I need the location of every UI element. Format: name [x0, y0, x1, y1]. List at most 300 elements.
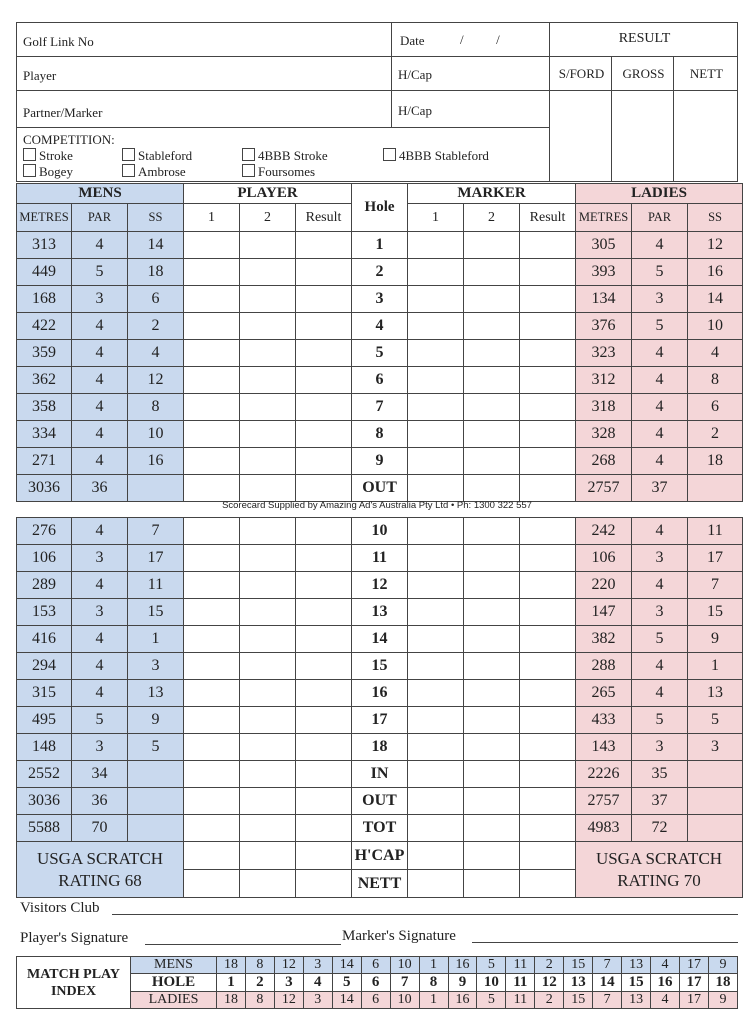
marker-score-2[interactable]: [464, 707, 520, 734]
marker-score-2[interactable]: [464, 734, 520, 761]
player-result[interactable]: [296, 232, 352, 259]
ladies-ss: 6: [688, 394, 743, 421]
hcap-row: [17, 842, 743, 870]
player-result-header: Result: [296, 204, 352, 232]
player-result[interactable]: [296, 626, 352, 653]
ladies-par-header: PAR: [632, 204, 688, 232]
ladies-par: 37: [632, 788, 688, 815]
marker-result[interactable]: [520, 707, 576, 734]
mpi-mens-row: [17, 957, 738, 974]
mpi-ladies-value: 17: [680, 992, 709, 1009]
mens-par-header: PAR: [72, 204, 128, 232]
player-score-2[interactable]: [240, 259, 296, 286]
marker-hcap-cell[interactable]: [464, 842, 520, 870]
table-row: [17, 815, 743, 842]
player-score-1[interactable]: [184, 545, 240, 572]
checkbox-icon[interactable]: [23, 164, 36, 177]
hole-number: 18: [352, 734, 408, 761]
table-row: [17, 448, 743, 475]
mens-par: 4: [72, 572, 128, 599]
option-bogey[interactable]: Bogey: [23, 164, 73, 180]
mens-par: 4: [72, 680, 128, 707]
marker-score-2[interactable]: [464, 421, 520, 448]
player-result[interactable]: [296, 367, 352, 394]
table-row: [17, 788, 743, 815]
player-result[interactable]: [296, 572, 352, 599]
option-stableford[interactable]: Stableford: [122, 148, 192, 164]
player-score-1[interactable]: [184, 599, 240, 626]
ladies-par: 5: [632, 313, 688, 340]
mens-ss: 7: [128, 518, 184, 545]
table-row: [17, 475, 743, 502]
marker-result[interactable]: [520, 475, 576, 502]
player-nett-cell[interactable]: [184, 870, 240, 898]
player-result[interactable]: [296, 518, 352, 545]
table-row: [17, 232, 743, 259]
marker-score-2[interactable]: [464, 545, 520, 572]
player-score-1[interactable]: [184, 313, 240, 340]
player-score-1[interactable]: [184, 653, 240, 680]
ladies-par: 5: [632, 707, 688, 734]
mpi-ladies-value: 7: [593, 992, 622, 1009]
marker-score-2[interactable]: [464, 572, 520, 599]
player-score-2[interactable]: [240, 545, 296, 572]
marker-result[interactable]: [520, 599, 576, 626]
visitors-club-line[interactable]: [112, 914, 738, 915]
marker-score-1[interactable]: [408, 707, 464, 734]
mens-ss: 18: [128, 259, 184, 286]
checkbox-icon[interactable]: [122, 148, 135, 161]
mens-metres: 289: [17, 572, 72, 599]
player-score-2[interactable]: [240, 518, 296, 545]
table-row: [17, 545, 743, 572]
ladies-par: 4: [632, 572, 688, 599]
player-score-1[interactable]: [184, 680, 240, 707]
ladies-metres: 220: [576, 572, 632, 599]
player-nett-cell[interactable]: [296, 870, 352, 898]
marker-result[interactable]: [520, 518, 576, 545]
marker-result[interactable]: [520, 448, 576, 475]
hole-number: 2: [352, 259, 408, 286]
player-result[interactable]: [296, 421, 352, 448]
player-score-2[interactable]: [240, 599, 296, 626]
player-result[interactable]: [296, 340, 352, 367]
hole-number: 3: [352, 286, 408, 313]
ladies-metres: 2757: [576, 788, 632, 815]
player-score-1[interactable]: [184, 707, 240, 734]
table-row: [17, 340, 743, 367]
marker-score-1[interactable]: [408, 761, 464, 788]
marker-score-2[interactable]: [464, 367, 520, 394]
mpi-hole-value: 8: [419, 974, 448, 992]
ladies-metres: 106: [576, 545, 632, 572]
mpi-mens-value: 18: [217, 957, 246, 974]
player-field[interactable]: [16, 56, 392, 91]
hole-number: 4: [352, 313, 408, 340]
ladies-par: 4: [632, 421, 688, 448]
ladies-metres: 382: [576, 626, 632, 653]
marker-score-1[interactable]: [408, 367, 464, 394]
player-score-2[interactable]: [240, 626, 296, 653]
player-result[interactable]: [296, 815, 352, 842]
marker-2-header: 2: [464, 204, 520, 232]
marker-score-1[interactable]: [408, 653, 464, 680]
player-score-1[interactable]: [184, 421, 240, 448]
marker-score-2[interactable]: [464, 259, 520, 286]
marker-result-header: Result: [520, 204, 576, 232]
option-stroke[interactable]: Stroke: [23, 148, 73, 164]
header-block: [16, 22, 738, 182]
mpi-hole-value: 1: [217, 974, 246, 992]
marker-hcap-cell[interactable]: [408, 842, 464, 870]
player-result[interactable]: [296, 761, 352, 788]
marker-score-2[interactable]: [464, 788, 520, 815]
date-separators: / /: [460, 32, 500, 47]
hole-number: 9: [352, 448, 408, 475]
mpi-mens-value: 15: [564, 957, 593, 974]
table-row: [17, 653, 743, 680]
player-score-1[interactable]: [184, 518, 240, 545]
mens-metres: 271: [17, 448, 72, 475]
player-score-2[interactable]: [240, 680, 296, 707]
mens-metres-header: METRES: [17, 204, 72, 232]
ladies-metres: 2757: [576, 475, 632, 502]
marker-score-1[interactable]: [408, 545, 464, 572]
player-score-2[interactable]: [240, 707, 296, 734]
checkbox-icon[interactable]: [242, 164, 255, 177]
marker-nett-cell[interactable]: [408, 870, 464, 898]
player-score-2[interactable]: [240, 761, 296, 788]
player-result[interactable]: [296, 394, 352, 421]
player-score-1[interactable]: [184, 232, 240, 259]
marker-score-1[interactable]: [408, 259, 464, 286]
marker-score-1[interactable]: [408, 448, 464, 475]
ladies-ss: 8: [688, 367, 743, 394]
mens-metres: 495: [17, 707, 72, 734]
mpi-hole-value: 15: [622, 974, 651, 992]
mpi-mens-value: 11: [506, 957, 535, 974]
checkbox-icon[interactable]: [122, 164, 135, 177]
marker-score-2[interactable]: [464, 475, 520, 502]
player-result[interactable]: [296, 653, 352, 680]
option-4bbb-stableford[interactable]: 4BBB Stableford: [383, 148, 489, 164]
mens-metres: 362: [17, 367, 72, 394]
player-result[interactable]: [296, 599, 352, 626]
mens-ss: 3: [128, 653, 184, 680]
mens-ss: 10: [128, 421, 184, 448]
mens-metres: 3036: [17, 788, 72, 815]
checkbox-icon[interactable]: [23, 148, 36, 161]
mpi-mens-value: 7: [593, 957, 622, 974]
player-score-2[interactable]: [240, 313, 296, 340]
marker-result[interactable]: [520, 761, 576, 788]
table-row: [17, 421, 743, 448]
marker-result[interactable]: [520, 259, 576, 286]
marker-result[interactable]: [520, 232, 576, 259]
player-score-1[interactable]: [184, 572, 240, 599]
marker-score-2[interactable]: [464, 815, 520, 842]
player-score-2[interactable]: [240, 815, 296, 842]
mens-metres: 294: [17, 653, 72, 680]
hole-number: OUT: [352, 788, 408, 815]
marker-result[interactable]: [520, 626, 576, 653]
mpi-ladies-value: 18: [217, 992, 246, 1009]
player-score-1[interactable]: [184, 815, 240, 842]
marker-score-1[interactable]: [408, 340, 464, 367]
player-score-2[interactable]: [240, 653, 296, 680]
marker-result[interactable]: [520, 680, 576, 707]
player-result[interactable]: [296, 680, 352, 707]
sford-value[interactable]: [549, 90, 612, 182]
partner-field[interactable]: [16, 90, 392, 128]
mpi-ladies-value: 13: [622, 992, 651, 1009]
result-label: RESULT: [618, 31, 671, 46]
table-row: [17, 367, 743, 394]
player-score-1[interactable]: [184, 340, 240, 367]
player-score-2[interactable]: [240, 286, 296, 313]
player-hcap-cell[interactable]: [184, 842, 240, 870]
hole-number: 7: [352, 394, 408, 421]
player-score-2[interactable]: [240, 340, 296, 367]
ladies-ss: 3: [688, 734, 743, 761]
ladies-metres: 134: [576, 286, 632, 313]
gross-value[interactable]: [611, 90, 674, 182]
ladies-ss: 15: [688, 599, 743, 626]
marker-score-2[interactable]: [464, 286, 520, 313]
marker-score-1[interactable]: [408, 286, 464, 313]
marker-score-1[interactable]: [408, 475, 464, 502]
marker-score-1[interactable]: [408, 313, 464, 340]
mens-ss: 4: [128, 340, 184, 367]
mpi-hole-label: HOLE: [131, 974, 217, 992]
marker-score-1[interactable]: [408, 599, 464, 626]
player-score-1[interactable]: [184, 286, 240, 313]
ladies-par: 4: [632, 518, 688, 545]
ladies-ss: 2: [688, 421, 743, 448]
marker-result[interactable]: [520, 340, 576, 367]
player-score-2[interactable]: [240, 475, 296, 502]
golf-link-field[interactable]: [16, 22, 392, 57]
mens-metres: 153: [17, 599, 72, 626]
mens-par: 4: [72, 653, 128, 680]
partner-hcap-label: H/Cap: [398, 103, 432, 118]
mpi-ladies-value: 5: [477, 992, 506, 1009]
player-hcap-label: H/Cap: [398, 67, 432, 82]
player-result[interactable]: [296, 259, 352, 286]
player-result[interactable]: [296, 313, 352, 340]
mens-ss: 8: [128, 394, 184, 421]
player-score-2[interactable]: [240, 572, 296, 599]
marker-score-1[interactable]: [408, 572, 464, 599]
option-4bbb-stroke[interactable]: 4BBB Stroke: [242, 148, 328, 164]
mens-par: 5: [72, 707, 128, 734]
mpi-mens-value: 5: [477, 957, 506, 974]
checkbox-icon[interactable]: [383, 148, 396, 161]
player-score-2[interactable]: [240, 788, 296, 815]
player-signature-line[interactable]: [145, 944, 341, 945]
ladies-ss: 5: [688, 707, 743, 734]
marker-score-2[interactable]: [464, 680, 520, 707]
mpi-ladies-value: 10: [390, 992, 419, 1009]
player-hcap-cell[interactable]: [296, 842, 352, 870]
mpi-ladies-value: 14: [332, 992, 361, 1009]
marker-score-2[interactable]: [464, 761, 520, 788]
player-score-1[interactable]: [184, 788, 240, 815]
player-nett-cell[interactable]: [240, 870, 296, 898]
player-result[interactable]: [296, 475, 352, 502]
marker-score-1[interactable]: [408, 788, 464, 815]
marker-score-1[interactable]: [408, 734, 464, 761]
marker-score-2[interactable]: [464, 599, 520, 626]
marker-score-2[interactable]: [464, 626, 520, 653]
table-row: [17, 761, 743, 788]
date-field[interactable]: [391, 22, 550, 57]
player-result[interactable]: [296, 448, 352, 475]
player-score-1[interactable]: [184, 448, 240, 475]
ladies-ss: 11: [688, 518, 743, 545]
marker-score-2[interactable]: [464, 518, 520, 545]
marker-result[interactable]: [520, 367, 576, 394]
mens-ss: 6: [128, 286, 184, 313]
marker-nett-cell[interactable]: [520, 870, 576, 898]
player-signature-label: Player's Signature: [20, 930, 129, 946]
marker-result[interactable]: [520, 734, 576, 761]
player-score-1[interactable]: [184, 734, 240, 761]
result-header: [549, 22, 738, 57]
player-hcap-field[interactable]: [391, 56, 550, 91]
mens-ss: 15: [128, 599, 184, 626]
player-score-1[interactable]: [184, 475, 240, 502]
checkbox-icon[interactable]: [242, 148, 255, 161]
player-score-1[interactable]: [184, 394, 240, 421]
mpi-mens-value: 12: [274, 957, 303, 974]
player-result[interactable]: [296, 734, 352, 761]
ladies-metres: 265: [576, 680, 632, 707]
mens-ss: 2: [128, 313, 184, 340]
marker-score-1[interactable]: [408, 421, 464, 448]
marker-score-2[interactable]: [464, 394, 520, 421]
marker-score-2[interactable]: [464, 340, 520, 367]
player-score-2[interactable]: [240, 448, 296, 475]
sford-label: S/FORD: [558, 66, 605, 81]
marker-result[interactable]: [520, 653, 576, 680]
mpi-hole-value: 18: [708, 974, 737, 992]
marker-result[interactable]: [520, 572, 576, 599]
ladies-par: 4: [632, 367, 688, 394]
marker-hcap-cell[interactable]: [520, 842, 576, 870]
mpi-mens-value: 14: [332, 957, 361, 974]
ladies-par: 37: [632, 475, 688, 502]
gross-label: GROSS: [622, 66, 665, 81]
marker-result[interactable]: [520, 421, 576, 448]
player-score-1[interactable]: [184, 761, 240, 788]
hole-number: 12: [352, 572, 408, 599]
ladies-ss: 13: [688, 680, 743, 707]
nett-value[interactable]: [673, 90, 738, 182]
marker-score-2[interactable]: [464, 232, 520, 259]
marker-result[interactable]: [520, 545, 576, 572]
ladies-ss: 12: [688, 232, 743, 259]
mens-metres: 315: [17, 680, 72, 707]
marker-score-2[interactable]: [464, 653, 520, 680]
ladies-metres: 242: [576, 518, 632, 545]
ladies-metres: 288: [576, 653, 632, 680]
ladies-metres-header: METRES: [576, 204, 632, 232]
player-score-1[interactable]: [184, 259, 240, 286]
player-score-2[interactable]: [240, 421, 296, 448]
player-result[interactable]: [296, 707, 352, 734]
player-hcap-cell[interactable]: [240, 842, 296, 870]
marker-score-1[interactable]: [408, 626, 464, 653]
player-score-2[interactable]: [240, 367, 296, 394]
match-play-index-table: [16, 956, 738, 1009]
marker-score-1[interactable]: [408, 232, 464, 259]
player-result[interactable]: [296, 788, 352, 815]
option-ambrose[interactable]: Ambrose: [122, 164, 186, 180]
mens-title: MENS: [17, 184, 184, 204]
marker-score-1[interactable]: [408, 815, 464, 842]
mens-metres: 449: [17, 259, 72, 286]
marker-result[interactable]: [520, 286, 576, 313]
hole-number: 16: [352, 680, 408, 707]
player-score-1[interactable]: [184, 367, 240, 394]
marker-result[interactable]: [520, 788, 576, 815]
mens-metres: 148: [17, 734, 72, 761]
marker-nett-cell[interactable]: [464, 870, 520, 898]
marker-score-2[interactable]: [464, 448, 520, 475]
mpi-hole-value: 2: [245, 974, 274, 992]
mpi-ladies-value: 3: [303, 992, 332, 1009]
player-result[interactable]: [296, 286, 352, 313]
mens-metres: 416: [17, 626, 72, 653]
ladies-par: 4: [632, 394, 688, 421]
mpi-ladies-value: 11: [506, 992, 535, 1009]
mens-par: 3: [72, 286, 128, 313]
marker-result[interactable]: [520, 394, 576, 421]
player-score-2[interactable]: [240, 232, 296, 259]
mens-ss: 11: [128, 572, 184, 599]
mens-par: 4: [72, 367, 128, 394]
player-score-2[interactable]: [240, 734, 296, 761]
hole-number: 1: [352, 232, 408, 259]
marker-signature-line[interactable]: [472, 942, 738, 943]
mpi-ladies-value: 8: [245, 992, 274, 1009]
mpi-mens-value: 16: [448, 957, 477, 974]
player-score-1[interactable]: [184, 626, 240, 653]
table-row: [17, 313, 743, 340]
competition-label: COMPETITION:: [23, 132, 115, 147]
marker-score-1[interactable]: [408, 680, 464, 707]
marker-score-2[interactable]: [464, 313, 520, 340]
marker-title: MARKER: [408, 184, 576, 204]
ladies-par: 5: [632, 626, 688, 653]
marker-signature-label: Marker's Signature: [342, 928, 456, 944]
mpi-hole-value: 9: [448, 974, 477, 992]
marker-result[interactable]: [520, 313, 576, 340]
hole-number: 14: [352, 626, 408, 653]
partner-hcap-field[interactable]: [391, 90, 550, 128]
player-score-2[interactable]: [240, 394, 296, 421]
marker-score-1[interactable]: [408, 394, 464, 421]
option-foursomes[interactable]: Foursomes: [242, 164, 315, 180]
player-result[interactable]: [296, 545, 352, 572]
mens-metres: 3036: [17, 475, 72, 502]
marker-score-1[interactable]: [408, 518, 464, 545]
marker-result[interactable]: [520, 815, 576, 842]
mens-par: 4: [72, 232, 128, 259]
competition-box: [16, 127, 550, 182]
hole-number: IN: [352, 761, 408, 788]
